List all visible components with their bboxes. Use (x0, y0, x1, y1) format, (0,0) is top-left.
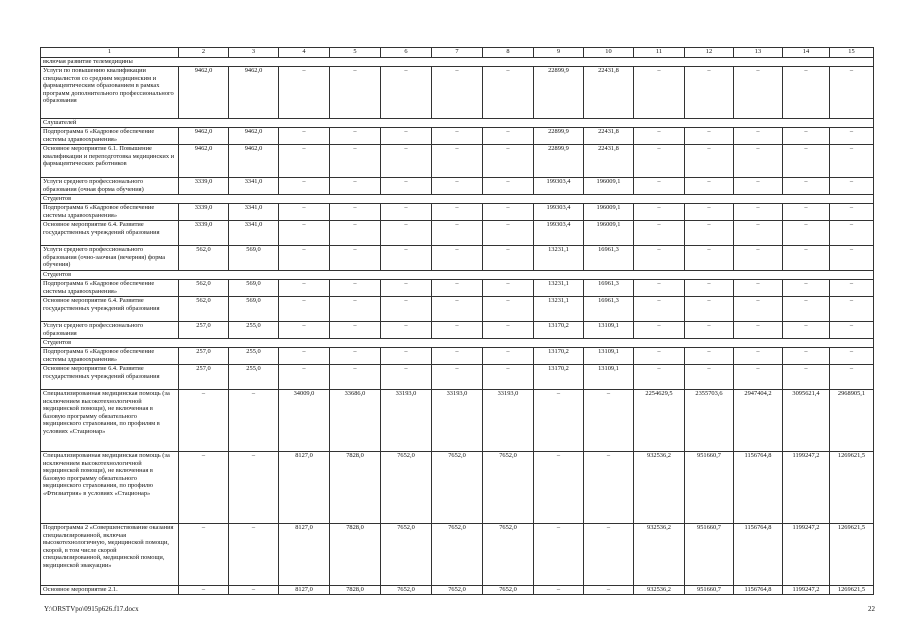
row-label: Подпрограмма 6 «Кадровое обеспечение системы здравоохранения» (41, 128, 179, 145)
cell-value: – (685, 348, 734, 365)
cell-value: – (381, 67, 432, 119)
cell-value: – (229, 524, 279, 586)
cell-value: – (381, 365, 432, 390)
cell-value: 9462,0 (229, 128, 279, 145)
cell-value: – (330, 178, 381, 195)
cell-value: – (830, 365, 874, 390)
cell-value: 3341,0 (229, 204, 279, 221)
cell-value: – (734, 67, 783, 119)
cell-value: – (381, 178, 432, 195)
cell-value: 255,0 (229, 365, 279, 390)
cell-value: – (381, 297, 432, 322)
cell-value: 1269621,5 (830, 452, 874, 524)
cell-value: 9462,0 (229, 145, 279, 178)
cell-value: 7652,0 (432, 452, 483, 524)
cell-value: – (830, 322, 874, 339)
cell-value: – (330, 221, 381, 246)
table-row (41, 178, 874, 195)
cell-value: 562,0 (179, 297, 229, 322)
cell-value: – (783, 348, 830, 365)
column-number: 3 (229, 48, 279, 58)
column-number: 7 (432, 48, 483, 58)
cell-value: – (381, 204, 432, 221)
cell-value: – (783, 365, 830, 390)
cell-value: 3339,0 (179, 221, 229, 246)
cell-value: – (783, 297, 830, 322)
cell-value: 1199247,2 (783, 452, 830, 524)
cell-value: – (634, 221, 685, 246)
cell-value: – (830, 221, 874, 246)
cell-value: – (432, 297, 483, 322)
cell-value: 33193,0 (432, 390, 483, 452)
cell-value: – (830, 204, 874, 221)
cell-value: 7828,0 (330, 586, 381, 595)
cell-value: 1199247,2 (783, 586, 830, 595)
cell-value: 196009,1 (584, 221, 634, 246)
cell-value: 257,0 (179, 322, 229, 339)
cell-value: – (634, 348, 685, 365)
cell-value: – (330, 348, 381, 365)
cell-value: – (279, 204, 330, 221)
table-row (41, 204, 874, 221)
cell-value: – (830, 246, 874, 271)
cell-value: 13170,2 (534, 365, 584, 390)
cell-value: – (279, 178, 330, 195)
cell-value: – (279, 322, 330, 339)
cell-value: – (279, 128, 330, 145)
column-number: 1 (41, 48, 179, 58)
cell-value: – (330, 280, 381, 297)
cell-value: 13170,2 (534, 322, 584, 339)
cell-value: – (783, 204, 830, 221)
cell-value: – (179, 524, 229, 586)
cell-value: – (830, 348, 874, 365)
cell-value: 22899,9 (534, 128, 584, 145)
cell-value: – (279, 365, 330, 390)
cell-value: 16961,3 (584, 297, 634, 322)
cell-value: – (330, 204, 381, 221)
cell-value: 199303,4 (534, 221, 584, 246)
column-number: 9 (534, 48, 584, 58)
cell-value: – (783, 145, 830, 178)
table-row (41, 67, 874, 119)
cell-value: – (534, 452, 584, 524)
unit-section-row (41, 58, 874, 67)
cell-value: – (634, 145, 685, 178)
cell-value: – (534, 524, 584, 586)
row-label: Подпрограмма 6 «Кадровое обеспечение системы здравоохранения» (41, 348, 179, 365)
cell-value: – (381, 145, 432, 178)
cell-value: – (634, 322, 685, 339)
cell-value: – (381, 348, 432, 365)
cell-value: 7652,0 (381, 452, 432, 524)
cell-value: – (483, 297, 534, 322)
unit-label: Студентов (41, 339, 874, 348)
cell-value: 1156764,8 (734, 524, 783, 586)
row-label: Подпрограмма 2 «Совершенствование оказания специализированной, включая высокотехнологичную, медицинской помощи, скорой, в том числе скорой специализированной, медицинской помощи, медицинской эвакуации» (41, 524, 179, 586)
cell-value: 2355703,6 (685, 390, 734, 452)
column-number: 4 (279, 48, 330, 58)
cell-value: – (634, 297, 685, 322)
cell-value: – (734, 348, 783, 365)
unit-section-row (41, 339, 874, 348)
cell-value: 3341,0 (229, 221, 279, 246)
cell-value: – (634, 246, 685, 271)
cell-value: – (432, 145, 483, 178)
unit-label: включая развитие телемедицины (41, 58, 874, 67)
table-row (41, 348, 874, 365)
cell-value: 33193,0 (381, 390, 432, 452)
cell-value: – (432, 322, 483, 339)
cell-value: – (279, 280, 330, 297)
unit-section-row (41, 119, 874, 128)
cell-value: 16961,3 (584, 246, 634, 271)
cell-value: – (483, 204, 534, 221)
cell-value: – (734, 178, 783, 195)
cell-value: – (734, 128, 783, 145)
cell-value: – (179, 390, 229, 452)
cell-value: 7652,0 (432, 586, 483, 595)
cell-value: – (279, 145, 330, 178)
column-number: 13 (734, 48, 783, 58)
cell-value: 932536,2 (634, 586, 685, 595)
cell-value: – (483, 280, 534, 297)
cell-value: – (783, 322, 830, 339)
row-label: Подпрограмма 6 «Кадровое обеспечение системы здравоохранения» (41, 204, 179, 221)
cell-value: – (483, 221, 534, 246)
cell-value: – (229, 452, 279, 524)
column-number: 14 (783, 48, 830, 58)
cell-value: 1156764,8 (734, 452, 783, 524)
cell-value: 2968905,1 (830, 390, 874, 452)
cell-value: 13231,1 (534, 280, 584, 297)
cell-value: 3339,0 (179, 178, 229, 195)
cell-value: – (534, 390, 584, 452)
column-number: 5 (330, 48, 381, 58)
cell-value: – (734, 297, 783, 322)
cell-value: 2254629,5 (634, 390, 685, 452)
page-number: 22 (868, 605, 875, 613)
cell-value: 22899,9 (534, 145, 584, 178)
cell-value: – (432, 348, 483, 365)
cell-value: 196009,1 (584, 204, 634, 221)
column-number: 12 (685, 48, 734, 58)
unit-label: Студентов (41, 195, 874, 204)
cell-value: – (584, 586, 634, 595)
cell-value: 199303,4 (534, 178, 584, 195)
column-number: 15 (830, 48, 874, 58)
table-row (41, 280, 874, 297)
row-label: Услуги среднего профессионального образования (очная форма обучения) (41, 178, 179, 195)
cell-value: 3095621,4 (783, 390, 830, 452)
row-label: Основное мероприятие 6.4. Развитие государственных учреждений образования (41, 365, 179, 390)
cell-value: 199303,4 (534, 204, 584, 221)
cell-value: – (634, 280, 685, 297)
cell-value: – (685, 221, 734, 246)
cell-value: – (830, 280, 874, 297)
cell-value: – (483, 128, 534, 145)
row-label: Основное мероприятие 2.1. (41, 586, 179, 595)
cell-value: 932536,2 (634, 452, 685, 524)
table-row (41, 322, 874, 339)
cell-value: – (734, 221, 783, 246)
cell-value: 255,0 (229, 348, 279, 365)
cell-value: 33686,0 (330, 390, 381, 452)
cell-value: – (330, 246, 381, 271)
cell-value: – (634, 67, 685, 119)
cell-value: 13109,1 (584, 322, 634, 339)
cell-value: – (432, 67, 483, 119)
table-row (41, 390, 874, 452)
cell-value: – (279, 297, 330, 322)
unit-label: Слушателей (41, 119, 874, 128)
table-row (41, 365, 874, 390)
table-row (41, 586, 874, 595)
cell-value: 13109,1 (584, 365, 634, 390)
cell-value: – (432, 204, 483, 221)
cell-value: 257,0 (179, 365, 229, 390)
cell-value: 569,0 (229, 280, 279, 297)
cell-value: – (685, 280, 734, 297)
cell-value: – (179, 452, 229, 524)
unit-label: Студентов (41, 271, 874, 280)
cell-value: 13231,1 (534, 297, 584, 322)
cell-value: – (381, 280, 432, 297)
cell-value: – (330, 128, 381, 145)
cell-value: – (830, 145, 874, 178)
cell-value: – (279, 67, 330, 119)
column-number: 11 (634, 48, 685, 58)
cell-value: – (432, 178, 483, 195)
cell-value: – (734, 322, 783, 339)
cell-value: – (483, 365, 534, 390)
cell-value: – (783, 67, 830, 119)
cell-value: 7652,0 (432, 524, 483, 586)
row-label: Специализированная медицинская помощь (за исключением высокотехнологичной медицинской помощи), не включенная в базовую программу обязательного медицинского страхования, по профилям в условиях «Стационар» (41, 390, 179, 452)
cell-value: 7652,0 (483, 586, 534, 595)
cell-value: – (483, 178, 534, 195)
cell-value: – (279, 246, 330, 271)
cell-value: 22431,8 (584, 67, 634, 119)
cell-value: 8127,0 (279, 452, 330, 524)
table-row (41, 128, 874, 145)
cell-value: – (685, 128, 734, 145)
cell-value: – (330, 297, 381, 322)
cell-value: – (734, 145, 783, 178)
cell-value: – (229, 586, 279, 595)
cell-value: 7828,0 (330, 452, 381, 524)
cell-value: – (783, 178, 830, 195)
cell-value: 13231,1 (534, 246, 584, 271)
cell-value: – (685, 204, 734, 221)
cell-value: – (685, 246, 734, 271)
cell-value: 22899,9 (534, 67, 584, 119)
file-path: Y:\ORSTVpo\0915p626.f17.docx (44, 605, 139, 613)
cell-value: 7652,0 (381, 524, 432, 586)
cell-value: – (783, 221, 830, 246)
cell-value: – (381, 322, 432, 339)
row-label: Услуги среднего профессионального образования (очно-заочная (вечерняя) форма обучения) (41, 246, 179, 271)
cell-value: – (830, 178, 874, 195)
cell-value: 13170,2 (534, 348, 584, 365)
cell-value: – (483, 348, 534, 365)
table-row (41, 145, 874, 178)
cell-value: – (734, 280, 783, 297)
cell-value: – (734, 246, 783, 271)
cell-value: – (734, 365, 783, 390)
row-label: Услуги по повышению квалификации специалистов со средним медицинским и фармацевтическим образованием в рамках программ дополнительного профессионального образования (41, 67, 179, 119)
cell-value: 7828,0 (330, 524, 381, 586)
cell-value: – (783, 280, 830, 297)
cell-value: – (584, 452, 634, 524)
cell-value: – (783, 246, 830, 271)
cell-value: – (534, 586, 584, 595)
table-row (41, 297, 874, 322)
cell-value: – (432, 128, 483, 145)
cell-value: – (584, 524, 634, 586)
cell-value: – (685, 322, 734, 339)
cell-value: 22431,8 (584, 128, 634, 145)
cell-value: – (279, 348, 330, 365)
cell-value: 22431,8 (584, 145, 634, 178)
cell-value: – (685, 178, 734, 195)
cell-value: 1156764,8 (734, 586, 783, 595)
cell-value: – (634, 128, 685, 145)
cell-value: – (432, 280, 483, 297)
cell-value: 7652,0 (483, 452, 534, 524)
cell-value: 951660,7 (685, 524, 734, 586)
cell-value: – (483, 67, 534, 119)
unit-section-row (41, 195, 874, 204)
cell-value: – (483, 145, 534, 178)
cell-value: – (279, 221, 330, 246)
table-row (41, 524, 874, 586)
cell-value: 255,0 (229, 322, 279, 339)
cell-value: – (685, 365, 734, 390)
cell-value: 13109,1 (584, 348, 634, 365)
unit-section-row (41, 271, 874, 280)
cell-value: 9462,0 (179, 67, 229, 119)
column-number-row (41, 48, 874, 58)
cell-value: – (634, 204, 685, 221)
cell-value: – (830, 128, 874, 145)
table-row (41, 221, 874, 246)
cell-value: – (179, 586, 229, 595)
cell-value: – (634, 365, 685, 390)
cell-value: 8127,0 (279, 524, 330, 586)
cell-value: 34009,0 (279, 390, 330, 452)
cell-value: – (330, 322, 381, 339)
cell-value: – (830, 297, 874, 322)
cell-value: – (381, 128, 432, 145)
cell-value: – (330, 67, 381, 119)
cell-value: – (432, 365, 483, 390)
cell-value: 569,0 (229, 297, 279, 322)
column-number: 8 (483, 48, 534, 58)
cell-value: 8127,0 (279, 586, 330, 595)
cell-value: 33193,0 (483, 390, 534, 452)
cell-value: 9462,0 (229, 67, 279, 119)
budget-table (40, 47, 874, 595)
cell-value: 16961,3 (584, 280, 634, 297)
cell-value: 9462,0 (179, 145, 229, 178)
cell-value: 1269621,5 (830, 524, 874, 586)
cell-value: – (685, 145, 734, 178)
cell-value: 257,0 (179, 348, 229, 365)
cell-value: 7652,0 (381, 586, 432, 595)
cell-value: 951660,7 (685, 452, 734, 524)
row-label: Подпрограмма 6 «Кадровое обеспечение системы здравоохранения» (41, 280, 179, 297)
cell-value: – (483, 322, 534, 339)
cell-value: – (330, 145, 381, 178)
column-number: 6 (381, 48, 432, 58)
row-label: Услуги среднего профессионального образования (41, 322, 179, 339)
cell-value: – (685, 67, 734, 119)
cell-value: – (685, 297, 734, 322)
table-row (41, 452, 874, 524)
cell-value: 562,0 (179, 280, 229, 297)
cell-value: – (432, 221, 483, 246)
cell-value: – (330, 365, 381, 390)
column-number: 10 (584, 48, 634, 58)
table-row (41, 246, 874, 271)
row-label: Основное мероприятие 6.1. Повышение квалификации и переподготовка медицинских и фармацевтических работников (41, 145, 179, 178)
cell-value: – (584, 390, 634, 452)
cell-value: 9462,0 (179, 128, 229, 145)
cell-value: 1199247,2 (783, 524, 830, 586)
cell-value: – (229, 390, 279, 452)
cell-value: 951660,7 (685, 586, 734, 595)
cell-value: – (483, 246, 534, 271)
cell-value: 1269621,5 (830, 586, 874, 595)
cell-value: – (783, 128, 830, 145)
cell-value: – (381, 246, 432, 271)
cell-value: 3339,0 (179, 204, 229, 221)
cell-value: 562,0 (179, 246, 229, 271)
cell-value: – (381, 221, 432, 246)
cell-value: – (734, 204, 783, 221)
cell-value: 3341,0 (229, 178, 279, 195)
cell-value: 7652,0 (483, 524, 534, 586)
cell-value: 932536,2 (634, 524, 685, 586)
cell-value: – (432, 246, 483, 271)
cell-value: 196009,1 (584, 178, 634, 195)
column-number: 2 (179, 48, 229, 58)
row-label: Основное мероприятие 6.4. Развитие государственных учреждений образования (41, 221, 179, 246)
row-label: Специализированная медицинская помощь (за исключением высокотехнологичной медицинской помощи), не включенная в базовую программу обязательного медицинского страхования, по профилю «Фтизиатрия» в условиях «Стационар» (41, 452, 179, 524)
cell-value: – (634, 178, 685, 195)
row-label: Основное мероприятие 6.4. Развитие государственных учреждений образования (41, 297, 179, 322)
cell-value: – (830, 67, 874, 119)
cell-value: 569,0 (229, 246, 279, 271)
cell-value: 2947404,2 (734, 390, 783, 452)
